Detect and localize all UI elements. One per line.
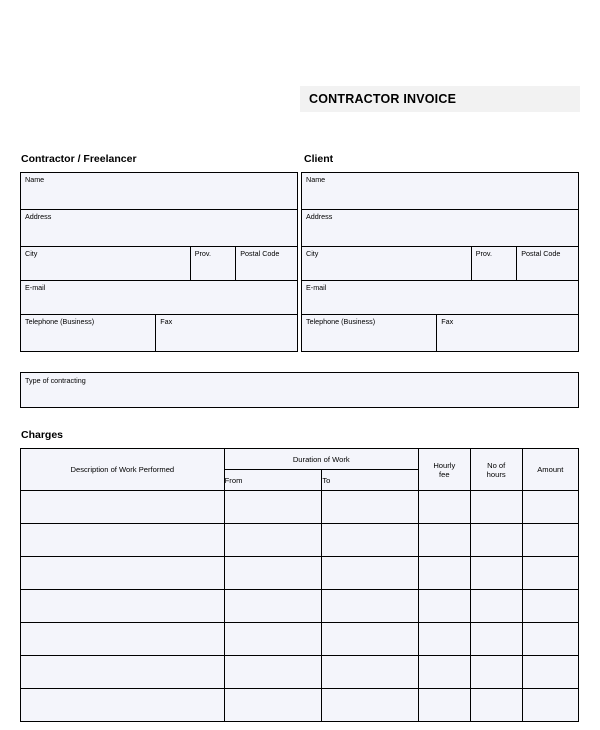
cell-description[interactable] xyxy=(21,689,225,722)
header-hourly-fee-line2: fee xyxy=(439,469,450,479)
cell-hourly-fee[interactable] xyxy=(418,491,470,524)
header-no-of-hours-line1: No of xyxy=(487,460,506,470)
contractor-city-label: City xyxy=(25,249,38,258)
client-city-label: City xyxy=(306,249,319,258)
client-address-label: Address xyxy=(306,212,333,221)
cell-hours[interactable] xyxy=(470,623,522,656)
header-no-of-hours-line2: hours xyxy=(486,469,506,479)
contractor-fax-label: Fax xyxy=(160,317,173,326)
table-row xyxy=(21,524,579,557)
cell-to[interactable] xyxy=(322,623,419,656)
client-telephone-row xyxy=(302,315,578,351)
cell-amount[interactable] xyxy=(522,689,578,722)
cell-hours[interactable] xyxy=(470,656,522,689)
contractor-fax-field[interactable] xyxy=(156,315,297,351)
type-of-contracting-label: Type of contracting xyxy=(25,376,86,385)
header-description: Description of Work Performed xyxy=(21,449,225,491)
cell-amount[interactable] xyxy=(522,623,578,656)
cell-description[interactable] xyxy=(21,524,225,557)
cell-description[interactable] xyxy=(21,590,225,623)
cell-from[interactable] xyxy=(224,491,322,524)
contractor-city-row xyxy=(21,247,297,281)
header-amount: Amount xyxy=(522,449,578,491)
header-to: To xyxy=(322,470,419,491)
cell-description[interactable] xyxy=(21,557,225,590)
cell-hourly-fee[interactable] xyxy=(418,623,470,656)
contractor-telephone-label: Telephone (Business) xyxy=(25,317,95,326)
contractor-city-field[interactable] xyxy=(21,247,191,280)
cell-amount[interactable] xyxy=(522,590,578,623)
cell-from[interactable] xyxy=(224,689,322,722)
client-fax-label: Fax xyxy=(441,317,454,326)
client-postal-code-label: Postal Code xyxy=(521,249,561,258)
cell-hours[interactable] xyxy=(470,590,522,623)
contractor-name-row xyxy=(21,173,297,210)
cell-from[interactable] xyxy=(224,557,322,590)
cell-amount[interactable] xyxy=(522,491,578,524)
table-row xyxy=(21,590,579,623)
charges-header-row-top xyxy=(21,449,579,470)
contractor-postal-code-label: Postal Code xyxy=(240,249,280,258)
cell-from[interactable] xyxy=(224,623,322,656)
client-address-field[interactable] xyxy=(302,210,578,246)
contractor-section-heading: Contractor / Freelancer xyxy=(21,153,137,165)
client-postal-code-field[interactable] xyxy=(517,247,578,280)
client-fax-field[interactable] xyxy=(437,315,578,351)
client-name-row xyxy=(302,173,578,210)
client-section-heading: Client xyxy=(304,153,334,165)
cell-hourly-fee[interactable] xyxy=(418,557,470,590)
table-row xyxy=(21,557,579,590)
client-prov-label: Prov. xyxy=(475,249,492,258)
cell-hours[interactable] xyxy=(470,557,522,590)
contractor-telephone-row xyxy=(21,315,297,351)
client-details-block xyxy=(301,172,579,352)
contractor-telephone-field[interactable] xyxy=(21,315,156,351)
client-prov-field[interactable] xyxy=(472,247,518,280)
charges-section-heading: Charges xyxy=(21,429,64,441)
cell-hourly-fee[interactable] xyxy=(418,524,470,557)
header-hourly-fee-line1: Hourly xyxy=(433,460,456,470)
client-email-label: E-mail xyxy=(306,283,327,292)
client-email-row xyxy=(302,281,578,315)
client-telephone-label: Telephone (Business) xyxy=(306,317,376,326)
client-name-label: Name xyxy=(306,175,326,184)
cell-to[interactable] xyxy=(322,590,419,623)
client-city-field[interactable] xyxy=(302,247,472,280)
header-no-of-hours xyxy=(470,449,522,491)
cell-amount[interactable] xyxy=(522,557,578,590)
contractor-prov-field[interactable] xyxy=(191,247,237,280)
header-hourly-fee xyxy=(418,449,470,491)
contractor-email-row xyxy=(21,281,297,315)
contractor-name-label: Name xyxy=(25,175,45,184)
table-row xyxy=(21,689,579,722)
client-address-row xyxy=(302,210,578,247)
cell-hourly-fee[interactable] xyxy=(418,656,470,689)
cell-hours[interactable] xyxy=(470,689,522,722)
cell-hourly-fee[interactable] xyxy=(418,590,470,623)
table-row xyxy=(21,656,579,689)
contractor-email-label: E-mail xyxy=(25,283,46,292)
contractor-address-row xyxy=(21,210,297,247)
cell-description[interactable] xyxy=(21,491,225,524)
charges-table-head xyxy=(21,449,579,491)
contractor-details-block xyxy=(20,172,298,352)
cell-hourly-fee[interactable] xyxy=(418,689,470,722)
type-of-contracting-field[interactable] xyxy=(20,372,579,408)
document-title-banner xyxy=(300,86,580,112)
cell-hours[interactable] xyxy=(470,491,522,524)
charges-table xyxy=(20,448,579,722)
contractor-address-field[interactable] xyxy=(21,210,297,246)
table-row xyxy=(21,623,579,656)
page-title: CONTRACTOR INVOICE xyxy=(309,92,457,106)
contractor-address-label: Address xyxy=(25,212,52,221)
table-row xyxy=(21,491,579,524)
contractor-name-field[interactable] xyxy=(21,173,297,209)
cell-description[interactable] xyxy=(21,623,225,656)
client-name-field[interactable] xyxy=(302,173,578,209)
contractor-postal-code-field[interactable] xyxy=(236,247,297,280)
cell-description[interactable] xyxy=(21,656,225,689)
cell-amount[interactable] xyxy=(522,524,578,557)
contractor-email-field[interactable] xyxy=(21,281,297,314)
cell-from[interactable] xyxy=(224,524,322,557)
contractor-prov-label: Prov. xyxy=(194,249,211,258)
cell-amount[interactable] xyxy=(522,656,578,689)
cell-to[interactable] xyxy=(322,491,419,524)
cell-to[interactable] xyxy=(322,524,419,557)
header-duration: Duration of Work xyxy=(224,449,418,470)
charges-table-body xyxy=(21,491,579,722)
client-telephone-field[interactable] xyxy=(302,315,437,351)
cell-to[interactable] xyxy=(322,557,419,590)
cell-hours[interactable] xyxy=(470,524,522,557)
cell-to[interactable] xyxy=(322,656,419,689)
header-from: From xyxy=(224,470,322,491)
cell-from[interactable] xyxy=(224,590,322,623)
cell-from[interactable] xyxy=(224,656,322,689)
cell-to[interactable] xyxy=(322,689,419,722)
client-email-field[interactable] xyxy=(302,281,578,314)
client-city-row xyxy=(302,247,578,281)
